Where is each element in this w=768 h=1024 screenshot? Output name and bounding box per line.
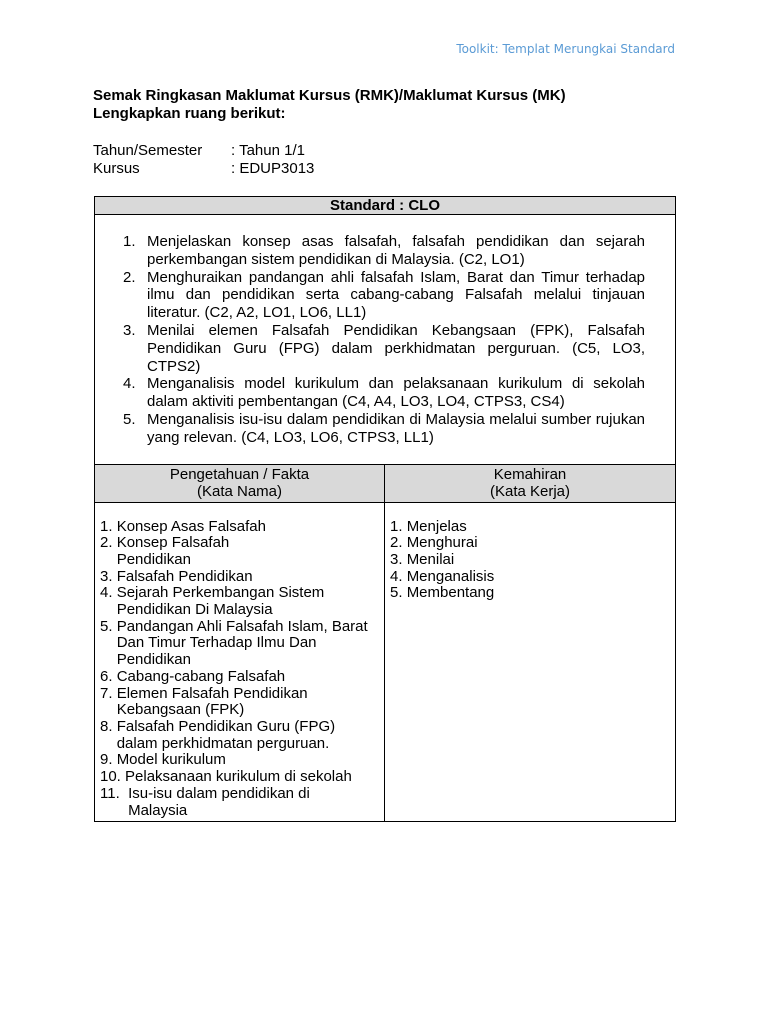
skills-heading (385, 464, 676, 502)
clo-item-text: Menghuraikan pandangan ahli falsafah Islam, Barat dan Timur terhadap ilmu dan pendidikan serta cabang-cabang Falsafah melalui tinjauan literatur. (C2, A2, LO1, LO6, LL1) (147, 268, 646, 322)
list-item-number: 6. (100, 667, 117, 685)
list-item-text: Konsep Asas Falsafah (116, 517, 266, 535)
list-item (100, 769, 380, 786)
list-item-text: Model kurikulum (116, 751, 226, 769)
list-item-number: 2. (390, 534, 407, 552)
list-item-number: 4. (100, 584, 117, 602)
list-item-text: Menghurai (406, 534, 478, 552)
list-item-number: 3. (390, 550, 407, 568)
skills-cell (385, 502, 676, 821)
clo-item-text: Menilai elemen Falsafah Pendidikan Kebangsaan (FPK), Falsafah Pendidikan Guru (FPG) dalam perkhidmatan perguruan. (C5, LO3, CTPS2) (147, 321, 646, 375)
skills-heading-line-2: (Kata Kerja) (489, 482, 571, 500)
list-item-text: Cabang-cabang Falsafah (116, 667, 286, 685)
list-item (100, 585, 380, 618)
list-item-number: 11. (100, 784, 129, 802)
list-item (390, 569, 671, 586)
clo-item (123, 233, 645, 269)
clo-item-text: Menganalisis isu-isu dalam pendidikan di Malaysia melalui sumber rujukan yang relevan. (C4, LO3, LO6, CTPS3, LL1) (147, 410, 646, 446)
list-item-text: Konsep Falsafah Pendidikan (116, 534, 230, 568)
list-item-text: Membentang (406, 584, 495, 602)
list-item-number: 8. (100, 718, 117, 735)
clo-item-text: Menjelaskan konsep asas falsafah, falsafah pendidikan dan sejarah perkembangan sistem pendidikan di Malaysia. (C2, LO1) (147, 233, 646, 268)
list-item (100, 535, 380, 568)
list-item-text: Falsafah Pendidikan Guru (FPG) dalam perkhidmatan perguruan. (116, 718, 336, 752)
list-item-number: 7. (100, 684, 117, 702)
list-item-text: Isu-isu dalam pendidikan di Malaysia (128, 784, 310, 819)
meta-row-course (93, 160, 314, 178)
list-item (390, 585, 671, 602)
meta-label: Tahun/Semester (93, 142, 203, 159)
skills-list (390, 519, 671, 603)
clo-cell (95, 215, 676, 465)
clo-item-number: 5. (123, 410, 136, 428)
clo-item-number: 2. (123, 268, 136, 286)
knowledge-heading-line-2: (Kata Nama) (196, 482, 283, 500)
list-item-text: Falsafah Pendidikan (116, 567, 253, 585)
clo-item (123, 375, 645, 411)
meta-value: : EDUP3013 (231, 160, 315, 177)
list-item-number: 2. (100, 534, 117, 552)
clo-item-number: 4. (123, 375, 136, 393)
knowledge-list (100, 519, 380, 820)
list-item-text: Sejarah Perkembangan Sistem Pendidikan Di Malaysia (116, 584, 325, 619)
list-item-number: 10. (100, 768, 126, 786)
clo-list (123, 233, 645, 447)
meta-label: Kursus (93, 160, 140, 177)
list-item-text: Elemen Falsafah Pendidikan Kebangsaan (FPK) (116, 684, 308, 719)
list-item (100, 619, 380, 669)
list-item-number: 9. (100, 751, 117, 769)
course-meta (93, 142, 314, 178)
header-note: Toolkit: Templat Merungkai Standard (456, 42, 675, 56)
clo-item-number: 3. (123, 321, 136, 339)
clo-heading: Standard : CLO (95, 197, 676, 215)
title-line-2: Lengkapkan ruang berikut: (93, 105, 286, 122)
list-item (100, 569, 380, 586)
list-item-text: Menganalisis (406, 567, 495, 585)
list-item (100, 752, 380, 769)
list-item-number: 5. (100, 617, 117, 635)
meta-value: : Tahun 1/1 (231, 142, 305, 159)
list-item (100, 686, 380, 719)
knowledge-cell (95, 502, 385, 821)
clo-item (123, 322, 645, 375)
skills-heading-line-1: Kemahiran (493, 465, 567, 483)
list-item-number: 4. (390, 567, 407, 585)
clo-item-text: Menganalisis model kurikulum dan pelaksanaan kurikulum di sekolah dalam aktiviti pembentangan (C4, A4, LO3, LO4, CTPS3, CS4) (147, 375, 646, 411)
list-item (390, 535, 671, 552)
list-item (390, 552, 671, 569)
list-item (100, 719, 380, 752)
list-item-text: Menilai (406, 550, 455, 568)
clo-item-number: 1. (123, 233, 136, 250)
clo-item (123, 411, 645, 447)
list-item (100, 519, 380, 536)
knowledge-heading (95, 464, 385, 502)
clo-item (123, 269, 645, 322)
list-item-number: 1. (390, 517, 407, 535)
list-item-number: 1. (100, 517, 117, 535)
list-item-number: 5. (390, 584, 407, 602)
list-item-text: Pandangan Ahli Falsafah Islam, Barat Dan Timur Terhadap Ilmu Dan Pendidikan (116, 617, 368, 669)
title-line-1: Semak Ringkasan Maklumat Kursus (RMK)/Maklumat Kursus (MK) (93, 87, 566, 104)
meta-row-year (93, 142, 314, 160)
page-title (93, 87, 566, 123)
list-item-number: 3. (100, 567, 117, 585)
list-item (390, 519, 671, 536)
standard-table (94, 196, 676, 822)
list-item (100, 669, 380, 686)
list-item-text: Pelaksanaan kurikulum di sekolah (125, 768, 352, 786)
list-item (100, 786, 380, 819)
knowledge-heading-line-1: Pengetahuan / Fakta (169, 465, 310, 483)
list-item-text: Menjelas (406, 517, 467, 535)
